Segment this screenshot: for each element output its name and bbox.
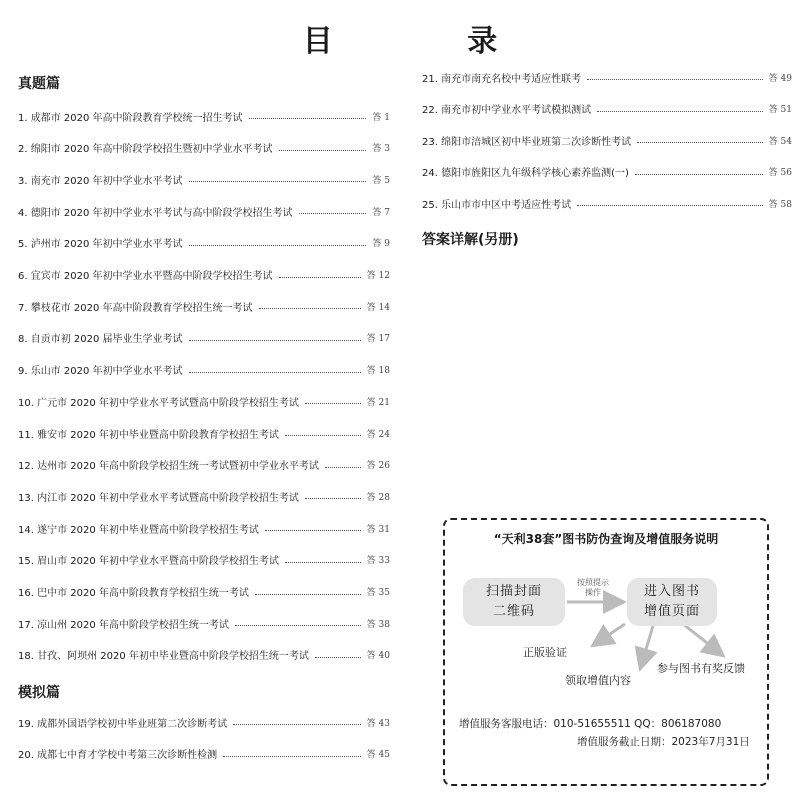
toc-entry-page: 答 35 <box>366 588 390 598</box>
toc-entry <box>422 102 792 116</box>
toc-entry-title: 2. 绵阳市 2020 年高中阶段学校招生暨初中学业水平考试 <box>18 144 273 156</box>
toc-entry <box>422 133 792 147</box>
toc-entry-page: 答 7 <box>372 207 390 218</box>
arrow-to-content <box>641 626 653 666</box>
enter-value-page-step <box>627 578 717 626</box>
content-label: 领取增值内容 <box>565 674 631 687</box>
arrow-to-feedback <box>683 624 721 654</box>
service-deadline: 增值服务截止日期：2023年7月31日 <box>577 736 750 748</box>
toc-entry <box>18 715 390 729</box>
operate-hint <box>563 578 623 598</box>
toc-entry-page: 答 40 <box>366 651 390 662</box>
scan-line-1: 扫描封面 <box>485 584 542 599</box>
dot-leader <box>189 371 361 373</box>
toc-entry-page: 答 43 <box>366 718 390 729</box>
toc-entry <box>18 426 390 440</box>
toc-entry-title: 3. 南充市 2020 年初中学业水平考试 <box>18 175 183 187</box>
dot-leader <box>635 173 763 175</box>
toc-entry-page: 答 33 <box>366 556 390 567</box>
toc-entry-page: 答 26 <box>366 461 390 472</box>
toc-entry-title: 7. 攀枝花市 2020 年高中阶段教育学校招生统一考试 <box>18 302 253 314</box>
toc-entry-page: 答 24 <box>366 429 390 440</box>
toc-entry <box>18 585 390 599</box>
toc-entry-page: 答 54 <box>768 136 792 147</box>
toc-entry <box>18 363 390 377</box>
toc-entry-page: 答 14 <box>366 302 390 313</box>
toc-entry-title: 20. 成都七中育才学校中考第三次诊断性检测 <box>18 750 218 761</box>
toc-entry <box>18 521 390 535</box>
toc-entry-title: 21. 南充市南充名校中考适应性联考 <box>422 73 582 85</box>
verify-label: 正版验证 <box>523 646 567 659</box>
toc-entry-title: 24. 德阳市旌阳区九年级科学核心素养监测(一) <box>422 168 629 179</box>
toc-entry <box>18 236 390 250</box>
page-title: 目 录 <box>302 24 560 59</box>
dot-leader <box>279 149 367 151</box>
dot-leader <box>305 497 361 499</box>
toc-entry-title: 16. 巴中市 2020 年高中阶段教育学校招生统一考试 <box>18 588 249 599</box>
dot-leader <box>223 755 361 757</box>
toc-entry <box>18 458 390 472</box>
toc-entry-page: 答 5 <box>372 175 390 186</box>
toc-entry-title: 6. 宜宾市 2020 年初中学业水平暨高中阶段学校招生考试 <box>18 271 273 282</box>
dot-leader <box>235 624 361 626</box>
dot-leader <box>315 656 361 658</box>
toc-entry <box>18 648 390 662</box>
toc-entry <box>18 489 390 503</box>
anti-counterfeit-info-box <box>443 518 769 786</box>
section-heading-real: 真题篇 <box>18 76 60 92</box>
enter-line-1: 进入图书 <box>643 584 700 599</box>
toc-entry-page: 答 21 <box>366 397 390 408</box>
arrow-to-verify <box>595 624 625 644</box>
toc-entry <box>18 299 390 313</box>
toc-entry-page: 答 28 <box>366 492 390 503</box>
toc-entry-page: 答 3 <box>372 144 390 155</box>
dot-leader <box>637 141 763 143</box>
toc-entry-page: 答 31 <box>366 524 390 535</box>
dot-leader <box>279 276 361 278</box>
toc-entry-title: 13. 内江市 2020 年初中学业水平考试暨高中阶段学校招生考试 <box>18 492 299 504</box>
toc-entry-page: 答 17 <box>366 334 390 345</box>
dot-leader <box>265 529 361 531</box>
toc-entry-title: 1. 成都市 2020 年高中阶段教育学校统一招生考试 <box>18 112 243 124</box>
dot-leader <box>285 561 361 563</box>
toc-entry <box>18 268 390 282</box>
toc-entry-title: 8. 自贡市初 2020 届毕业生学业考试 <box>18 334 183 346</box>
dot-leader <box>249 117 367 119</box>
feedback-label: 参与图书有奖反馈 <box>657 662 745 675</box>
section-heading-mock: 模拟篇 <box>18 685 60 701</box>
toc-entry <box>18 394 390 408</box>
toc-entry <box>18 204 390 218</box>
toc-entry-page: 答 12 <box>366 271 390 281</box>
dot-leader <box>189 180 367 182</box>
toc-entry <box>422 165 792 179</box>
toc-entry-title: 19. 成都外国语学校初中毕业班第二次诊断考试 <box>18 718 228 730</box>
toc-entry <box>422 70 792 84</box>
dot-leader <box>189 339 361 341</box>
toc-entry <box>18 616 390 630</box>
dot-leader <box>255 593 361 595</box>
toc-entry-title: 15. 眉山市 2020 年初中学业水平暨高中阶段学校招生考试 <box>18 556 279 568</box>
dot-leader <box>305 402 361 404</box>
service-phone: 增值服务客服电话：010-51655511 QQ：806187080 <box>459 718 722 730</box>
toc-entry-page: 答 51 <box>768 105 792 115</box>
toc-entry <box>18 141 390 155</box>
toc-entry-page: 答 38 <box>366 619 390 630</box>
toc-entry-title: 25. 乐山市市中区中考适应性考试 <box>422 199 572 211</box>
scan-qr-step <box>463 578 565 626</box>
toc-entry-title: 22. 南充市初中学业水平考试模拟测试 <box>422 105 592 116</box>
toc-entry-page: 答 56 <box>768 168 792 178</box>
toc-entry <box>18 747 390 761</box>
toc-entry-page: 答 18 <box>366 366 390 377</box>
dot-leader <box>233 723 361 725</box>
dot-leader <box>189 244 367 246</box>
toc-entry-title: 5. 泸州市 2020 年初中学业水平考试 <box>18 239 183 251</box>
toc-entry-title: 10. 广元市 2020 年初中学业水平考试暨高中阶段学校招生考试 <box>18 397 299 409</box>
toc-entry-title: 4. 德阳市 2020 年初中学业水平考试与高中阶段学校招生考试 <box>18 207 293 219</box>
toc-entry-title: 9. 乐山市 2020 年初中学业水平考试 <box>18 366 183 378</box>
section-heading-answers: 答案详解(另册) <box>422 232 519 248</box>
toc-entry <box>18 553 390 567</box>
hint-line-2: 操作 <box>585 588 601 597</box>
toc-entry-page: 答 9 <box>372 239 390 250</box>
dot-leader <box>325 466 361 468</box>
dot-leader <box>587 78 763 80</box>
toc-entry-title: 14. 遂宁市 2020 年初中毕业暨高中阶段学校招生考试 <box>18 524 259 536</box>
toc-entry <box>18 172 390 186</box>
toc-entry-page: 答 58 <box>768 199 792 210</box>
box-title: “天利38套”图书防伪查询及增值服务说明 <box>493 532 719 546</box>
dot-leader <box>259 307 361 309</box>
toc-entry <box>422 196 792 210</box>
toc-entry-page: 答 45 <box>366 750 390 760</box>
toc-entry-page: 答 49 <box>768 73 792 84</box>
toc-entry-page: 答 1 <box>372 112 390 123</box>
hint-line-1: 按照提示 <box>577 578 609 587</box>
dot-leader <box>577 204 763 206</box>
toc-entry-title: 23. 绵阳市涪城区初中毕业班第二次诊断性考试 <box>422 136 632 148</box>
toc-entry-title: 11. 雅安市 2020 年初中毕业暨高中阶段教育学校招生考试 <box>18 429 279 441</box>
toc-entry-title: 17. 凉山州 2020 年高中阶段学校招生统一考试 <box>18 619 229 631</box>
toc-entry <box>18 109 390 123</box>
toc-entry-title: 12. 达州市 2020 年高中阶段学校招生统一考试暨初中学业水平考试 <box>18 461 319 473</box>
dot-leader <box>597 110 763 112</box>
enter-line-2: 增值页面 <box>643 604 700 619</box>
scan-line-2: 二维码 <box>492 604 535 619</box>
toc-entry-title: 18. 甘孜、阿坝州 2020 年初中毕业暨高中阶段学校招生统一考试 <box>18 651 309 663</box>
dot-leader <box>299 212 367 214</box>
dot-leader <box>285 434 361 436</box>
toc-entry <box>18 331 390 345</box>
